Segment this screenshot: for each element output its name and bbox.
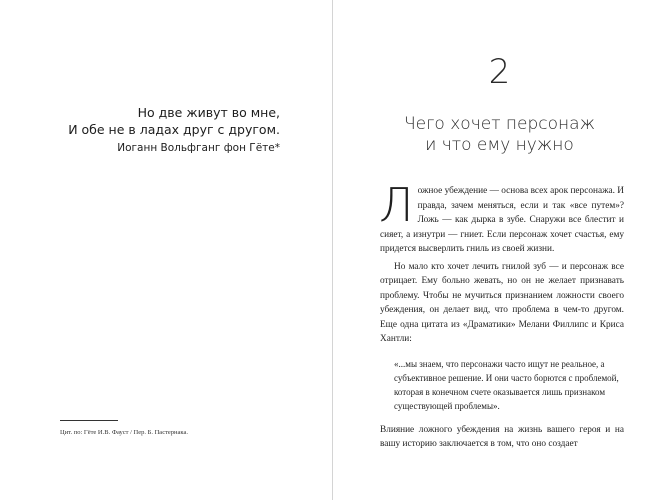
epigraph-author: Иоганн Вольфганг фон Гёте* xyxy=(117,142,280,154)
chapter-number: 2 xyxy=(488,52,511,92)
chapter-title xyxy=(333,114,666,156)
paragraph-text: ожное убеждение — основа всех арок персонажа. И правда, зачем меняться, если и так «все путем»? Ложь — как дырка в зубе. Снаружи все блестит и сияет, а изнутри — гниет. Если персонаж хочет счастья, ему придется высверлить гниль из своей жизни. xyxy=(380,186,624,254)
epigraph-line: Но две живут во мне, xyxy=(137,105,280,120)
right-page xyxy=(333,0,666,500)
paragraph: Влияние ложного убеждения на жизнь вашего героя и на вашу историю заключается в том, что оно создает xyxy=(380,424,624,449)
chapter-title-line: и что ему нужно xyxy=(425,135,574,155)
paragraph: Но мало кто хочет лечить гнилой зуб — и персонаж все отрицает. Ему больно жевать, но он не желает признавать проблему. Чтобы не мучиться признанием ложности своего убеждения, он делает вид, что проблема в чем-то другом. Еще одна цитата из «Драматики» Мелани Филлипс и Криса Хантли: xyxy=(380,261,624,344)
block-quote: «...мы знаем, что персонажи часто ищут не реальное, а субъективное решение. И они часто борются с проблемой, которая в конечном счете оказывается лишь признаком существующей проблемы». xyxy=(394,358,619,411)
epigraph-line: И обе не в ладах друг с другом. xyxy=(68,122,280,137)
drop-cap: Л xyxy=(379,178,414,232)
left-page xyxy=(0,0,332,500)
footnote-divider xyxy=(60,420,118,421)
chapter-title-line: Чего хочет персонаж xyxy=(403,114,596,134)
chapter-body xyxy=(379,178,624,452)
epigraph xyxy=(40,104,280,156)
paragraph xyxy=(379,178,624,257)
footnote: Цит. по: Гёте И.В. Фауст / Пер. Б. Пастернака. xyxy=(60,429,188,436)
